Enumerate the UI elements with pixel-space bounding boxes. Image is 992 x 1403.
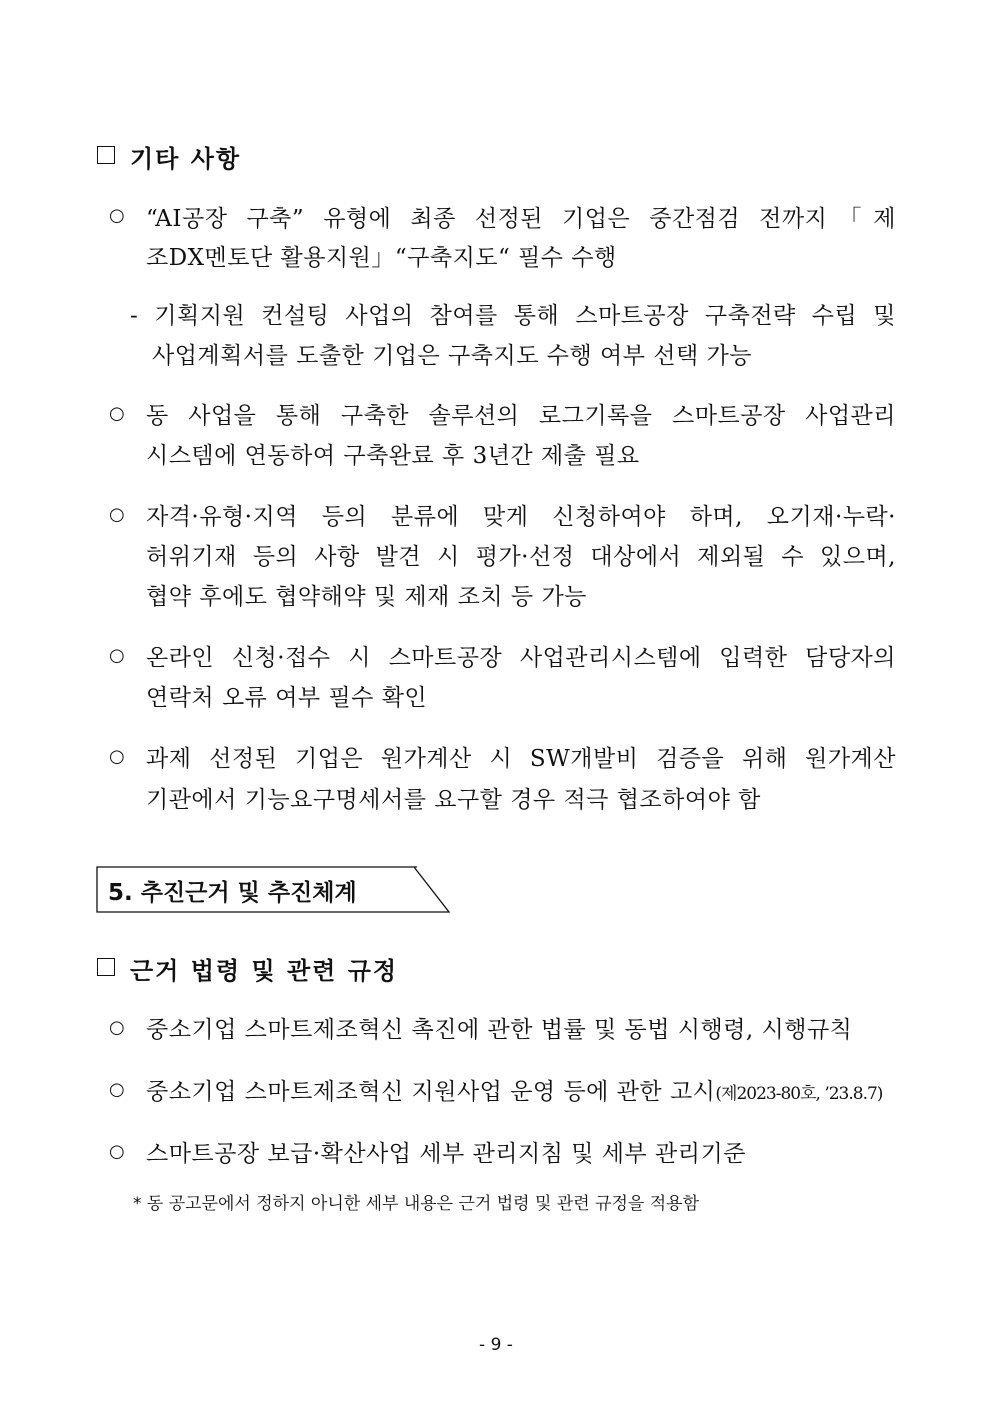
bullet-icon: ○ — [109, 1079, 125, 1100]
etc-item-3-line-2: 허위기재 등의 사항 발견 시 평가·선정 대상에서 제외될 수 있으며, — [146, 544, 896, 570]
section-title-box — [96, 866, 451, 913]
section-title: 5. 추진근거 및 추진체계 — [108, 880, 357, 906]
checkbox-square-icon — [97, 958, 115, 976]
etc-item-1-sub-line-1: - 기획지원 컨설팅 사업의 참여를 통해 스마트공장 구축전략 수립 및 — [130, 303, 896, 329]
etc-item-4-line-1: 온라인 신청·접수 시 스마트공장 사업관리시스템에 입력한 담당자의 — [146, 645, 896, 671]
bullet-icon: ○ — [109, 1017, 125, 1038]
etc-item-3-line-3: 협약 후에도 협약해약 및 제재 조치 등 가능 — [146, 584, 587, 610]
heading-law: 근거 법령 및 관련 규정 — [130, 956, 399, 985]
bullet-icon: ○ — [109, 1141, 125, 1162]
page-number: - 9 - — [479, 1335, 513, 1355]
heading-etc: 기타 사항 — [130, 144, 242, 173]
bullet-icon: ○ — [109, 645, 125, 666]
bullet-icon: ○ — [109, 504, 125, 525]
bullet-icon: ○ — [109, 205, 125, 226]
etc-item-3-line-1: 자격·유형·지역 등의 분류에 맞게 신청하여야 하며, 오기재·누락· — [146, 504, 896, 530]
bullet-icon: ○ — [109, 403, 125, 424]
etc-item-4-line-2: 연락처 오류 여부 필수 확인 — [146, 685, 428, 711]
etc-item-1-line-1: “AI공장 구축” 유형에 최종 선정된 기업은 중간점검 전까지「제 — [146, 206, 896, 232]
checkbox-square-icon — [97, 146, 115, 164]
law-item-2 — [146, 1073, 882, 1106]
etc-item-1-sub-line-2: 사업계획서를 도출한 기업은 구축지도 수행 여부 선택 가능 — [152, 343, 752, 369]
etc-item-5-line-1: 과제 선정된 기업은 원가계산 시 SW개발비 검증을 위해 원가계산 — [146, 746, 896, 772]
bullet-icon: ○ — [109, 746, 125, 767]
etc-item-1-line-2: 조DX멘토단 활용지원」“구축지도“ 필수 수행 — [146, 245, 617, 271]
law-item-1: 중소기업 스마트제조혁신 촉진에 관한 법률 및 동법 시행령, 시행규칙 — [146, 1017, 853, 1043]
etc-item-2-line-1: 동 사업을 통해 구축한 솔루션의 로그기록을 스마트공장 사업관리 — [146, 403, 896, 429]
law-item-3: 스마트공장 보급·확산사업 세부 관리지침 및 세부 관리기준 — [146, 1141, 746, 1167]
etc-item-2-line-2: 시스템에 연동하여 구축완료 후 3년간 제출 필요 — [146, 443, 640, 469]
law-item-2-text: 중소기업 스마트제조혁신 지원사업 운영 등에 관한 고시 — [146, 1079, 716, 1105]
etc-item-5-line-2: 기관에서 기능요구명세서를 요구할 경우 적극 협조하여야 함 — [146, 787, 761, 813]
notice-reference: (제2023-80호, ’23.8.7) — [715, 1084, 883, 1104]
footnote: * 동 공고문에서 정하지 아니한 세부 내용은 근거 법령 및 관련 규정을 적용함 — [133, 1194, 700, 1214]
